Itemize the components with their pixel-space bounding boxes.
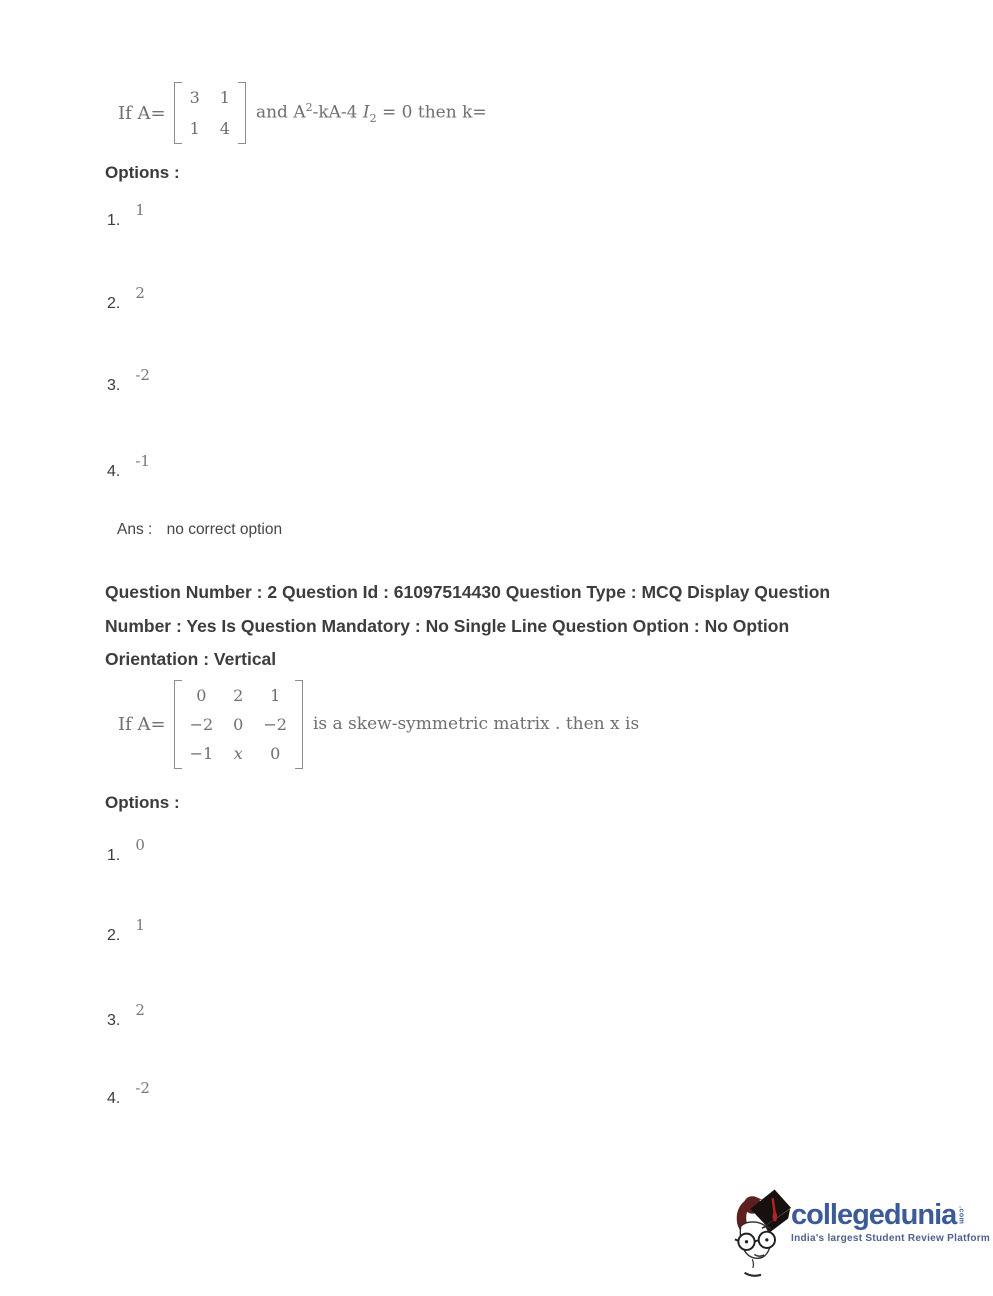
q2-matrix	[174, 680, 303, 769]
option-value: 0	[135, 836, 145, 854]
matrix-cell: 3	[189, 88, 200, 107]
option-value: 1	[135, 201, 145, 219]
q1-equation: and $A^2-kA-4$ $I_2 = 0$ then k=	[255, 100, 487, 126]
option-row	[107, 1001, 145, 1030]
option-value: 2	[135, 284, 145, 302]
mascot-icon	[731, 1186, 793, 1284]
option-value: -2	[135, 366, 150, 384]
option-number: 3.	[107, 1012, 121, 1029]
brand-tld: .com	[957, 1206, 965, 1225]
q2-condition-text: is a skew-symmetric matrix . then x is	[312, 714, 640, 734]
q1-identity-symbol: I	[362, 102, 370, 123]
matrix-left-bracket	[174, 680, 182, 769]
option-value: 1	[135, 916, 145, 934]
question-2-stem	[118, 678, 639, 770]
meta-line: Orientation : Vertical	[105, 649, 277, 669]
matrix-cell: 0	[233, 714, 244, 734]
q1-subscript: 2	[369, 112, 377, 126]
q2-prefix: If A=	[118, 713, 166, 735]
option-row	[107, 1079, 150, 1108]
option-number: 2.	[107, 927, 121, 944]
matrix-cell: 1	[270, 685, 281, 705]
option-row	[107, 366, 150, 395]
answer-value: no correct option	[166, 521, 283, 538]
option-value: 2	[135, 1001, 145, 1019]
matrix-cell: 4	[219, 119, 230, 138]
option-number: 1.	[107, 847, 121, 864]
matrix-cell: −2	[189, 714, 214, 734]
option-value: -2	[135, 1079, 150, 1097]
answer-line	[117, 521, 282, 539]
option-row	[107, 836, 145, 865]
matrix-cell-x: x	[233, 743, 243, 763]
option-number: 3.	[107, 377, 121, 394]
option-row	[107, 916, 145, 945]
q1-superscript: 2	[305, 100, 313, 114]
option-row	[107, 284, 145, 313]
matrix-cell: 2	[233, 685, 244, 705]
matrix-cell: 0	[196, 685, 207, 705]
brand-name: collegedunia	[791, 1199, 957, 1231]
option-number: 1.	[107, 212, 121, 229]
option-row	[107, 201, 145, 230]
question-1-stem	[118, 84, 487, 142]
meta-line: Question Number : 2 Question Id : 61097514430 Question Type : MCQ Display Question	[105, 582, 831, 602]
matrix-cell: 1	[189, 119, 200, 138]
matrix-right-bracket	[295, 680, 303, 769]
matrix-left-bracket	[174, 82, 182, 144]
collegedunia-logo	[731, 1186, 990, 1284]
meta-line: Number : Yes Is Question Mandatory : No Single Line Question Option : No Option	[105, 615, 790, 636]
option-number: 2.	[107, 295, 121, 312]
matrix-right-bracket	[238, 82, 246, 144]
q1-options-label: Options :	[105, 163, 180, 182]
q1-matrix	[174, 82, 246, 144]
matrix-cell: −2	[263, 714, 287, 734]
option-number: 4.	[107, 463, 121, 480]
question-meta-header	[105, 576, 905, 677]
matrix-cell: 1	[219, 88, 230, 107]
matrix-cell: 0	[270, 743, 281, 763]
matrix-cell: −1	[189, 743, 214, 763]
option-row	[107, 452, 150, 481]
q1-prefix: If A=	[118, 102, 166, 124]
brand-tagline: India's largest Student Review Platform	[791, 1233, 991, 1244]
option-number: 4.	[107, 1090, 121, 1107]
option-value: -1	[135, 452, 150, 470]
answer-label: Ans :	[117, 521, 153, 538]
q2-options-label: Options :	[105, 793, 180, 812]
